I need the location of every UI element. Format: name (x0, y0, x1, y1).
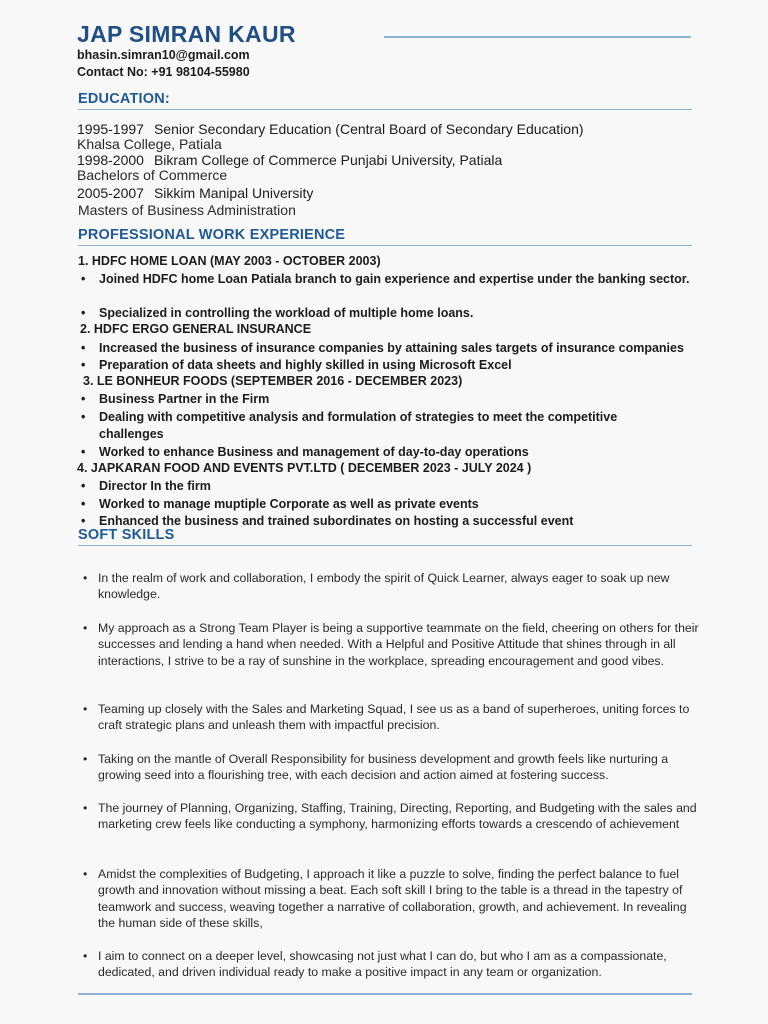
job-bullet: • Director In the firm (99, 478, 699, 495)
job-bullet: • Specialized in controlling the workload of multiple home loans. (99, 305, 699, 322)
job-bullet: • Increased the business of insurance companies by attaining sales targets of insurance companies (99, 340, 699, 357)
education-entry (77, 152, 502, 168)
phone-text: Contact No: +91 98104-55980 (77, 65, 250, 79)
education-institution: Bikram College of Commerce Punjabi University, Patiala (153, 152, 503, 168)
job-title: 4. JAPKARAN FOOD AND EVENTS PVT.LTD ( DECEMBER 2023 - JULY 2024 ) (77, 461, 532, 475)
soft-skill-item: • Teaming up closely with the Sales and Marketing Squad, I see us as a band of superheroes, uniting forces to craft strategic plans and unleash them with impactful precision. (98, 701, 702, 734)
header-divider (384, 36, 691, 38)
education-years: 2005-2007 (77, 185, 144, 201)
education-institution: Senior Secondary Education (Central Board of Secondary Education) (153, 121, 584, 137)
job-bullet: • Worked to enhance Business and management of day-to-day operations (99, 444, 699, 461)
job-bullet: • Joined HDFC home Loan Patiala branch to gain experience and expertise under the banking sector. (99, 271, 699, 288)
job-bullet: • Preparation of data sheets and highly skilled in using Microsoft Excel (99, 357, 699, 374)
education-detail: Bachelors of Commerce (77, 167, 228, 183)
job-bullet: • Business Partner in the Firm (99, 391, 699, 408)
soft-skill-item: • I aim to connect on a deeper level, showcasing not just what I can do, but who I am as a compassionate, dedicated, and driven individual ready to make a positive impact in any team or organization. (98, 948, 702, 981)
education-institution: Sikkim Manipal University (153, 185, 314, 201)
soft-skill-item: • In the realm of work and collaboration, I embody the spirit of Quick Learner, always eager to soak up new knowledge. (98, 570, 702, 603)
education-detail: Masters of Business Administration (78, 202, 296, 218)
footer-divider (78, 993, 692, 995)
experience-heading: PROFESSIONAL WORK EXPERIENCE (78, 227, 692, 246)
education-entry (77, 185, 313, 201)
soft-skill-item: • Amidst the complexities of Budgeting, I approach it like a puzzle to solve, finding the perfect balance to fuel growth and innovation without missing a beat. Each soft skill I bring to the table is a thread in the tapestry of teamwork and success, weaving together a narrative of collaboration, growth, and achievement. In revealing the human side of these skills, (98, 866, 702, 931)
soft-skill-item: • The journey of Planning, Organizing, Staffing, Training, Directing, Reporting, and Budgeting with the sales and marketing crew feels like conducting a symphony, harmonizing efforts towards a crescendo of achievement (98, 800, 702, 833)
soft-skills-heading: SOFT SKILLS (78, 527, 692, 546)
soft-skill-item: • My approach as a Strong Team Player is being a supportive teammate on the field, cheering on others for their successes and lending a hand when needed. With a Helpful and Positive Attitude that shines through in all interactions, I strive to be a ray of sunshine in the workplace, spreading encouragement and good vibes. (98, 620, 702, 669)
education-heading: EDUCATION: (78, 91, 692, 110)
email-text: bhasin.simran10@gmail.com (77, 48, 250, 62)
job-title: 1. HDFC HOME LOAN (MAY 2003 - OCTOBER 2003) (78, 254, 381, 268)
education-years: 1995-1997 (77, 121, 144, 137)
job-bullet: • Enhanced the business and trained subordinates on hosting a successful event (99, 513, 699, 530)
job-title: 3. LE BONHEUR FOODS (SEPTEMBER 2016 - DECEMBER 2023) (83, 374, 463, 388)
education-years: 1998-2000 (77, 152, 144, 168)
job-bullet: • Worked to manage muptiple Corporate as well as private events (99, 496, 699, 513)
job-title: 2. HDFC ERGO GENERAL INSURANCE (80, 322, 312, 336)
job-bullet: • Dealing with competitive analysis and formulation of strategies to meet the competitive challenges (99, 409, 659, 443)
candidate-name: JAP SIMRAN KAUR (77, 21, 296, 47)
education-entry (77, 121, 584, 137)
soft-skill-item: • Taking on the mantle of Overall Responsibility for business development and growth feels like nurturing a growing seed into a flourishing tree, with each decision and action aimed at fostering success. (98, 751, 702, 784)
education-detail: Khalsa College, Patiala (77, 136, 222, 152)
